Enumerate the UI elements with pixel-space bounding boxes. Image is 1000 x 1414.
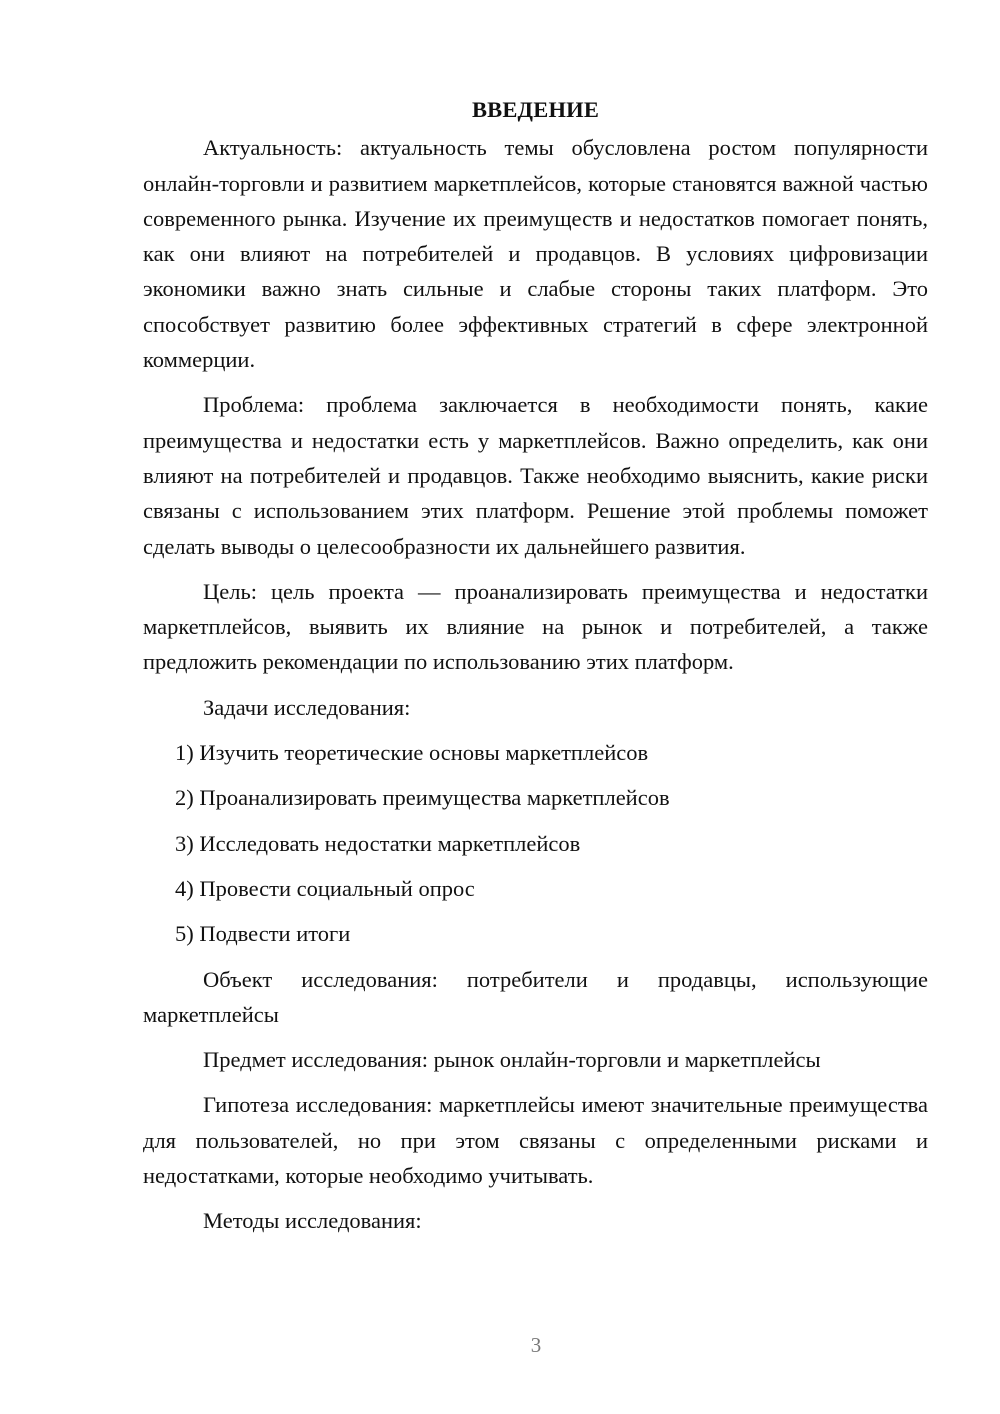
list-item: 4) Провести социальный опрос bbox=[175, 875, 475, 901]
tasks-title: Задачи исследования: bbox=[203, 694, 411, 720]
list-item: 3) Исследовать недостатки маркетплейсов bbox=[175, 830, 581, 856]
list-item: 5) Подвести итоги bbox=[175, 921, 351, 947]
page-content bbox=[143, 92, 928, 1249]
object-paragraph: Объект исследования: потребители и продавцы, использующие маркетплейсы bbox=[143, 966, 928, 1027]
page-number: 3 bbox=[530, 1333, 542, 1357]
section-heading: ВВЕДЕНИЕ bbox=[471, 97, 600, 122]
list-item: 2) Проанализировать преимущества маркетплейсов bbox=[175, 785, 670, 811]
problem-paragraph: Проблема: проблема заключается в необходимости понять, какие преимущества и недостатки есть у маркетплейсов. Важно определить, как они влияют на потребителей и продавцов. Также необходимо выяснить, какие риски связаны с использованием этих платформ. Решение этой проблемы поможет сделать выводы о целесообразности их дальнейшего развития. bbox=[143, 392, 928, 559]
goal-paragraph: Цель: цель проекта — проанализировать преимущества и недостатки маркетплейсов, выявить их влияние на рынок и потребителей, а также предложить рекомендации по использованию этих платформ. bbox=[143, 578, 928, 675]
subject-paragraph: Предмет исследования: рынок онлайн-торговли и маркетплейсы bbox=[203, 1047, 821, 1073]
hypothesis-paragraph: Гипотеза исследования: маркетплейсы имеют значительные преимущества для пользователей, но при этом связаны с определенными рисками и недостатками, которые необходимо учитывать. bbox=[143, 1092, 928, 1189]
methods-title: Методы исследования: bbox=[203, 1208, 422, 1234]
list-item: 1) Изучить теоретические основы маркетплейсов bbox=[175, 740, 649, 766]
relevance-paragraph: Актуальность: актуальность темы обусловлена ростом популярности онлайн-торговли и развитием маркетплейсов, которые становятся важной частью современного рынка. Изучение их преимуществ и недостатков помогает понять, как они влияют на потребителей и продавцов. В условиях цифровизации экономики важно знать сильные и слабые стороны таких платформ. Это способствует развитию более эффективных стратегий в сфере электронной коммерции. bbox=[143, 135, 928, 373]
tasks-list bbox=[143, 735, 928, 951]
